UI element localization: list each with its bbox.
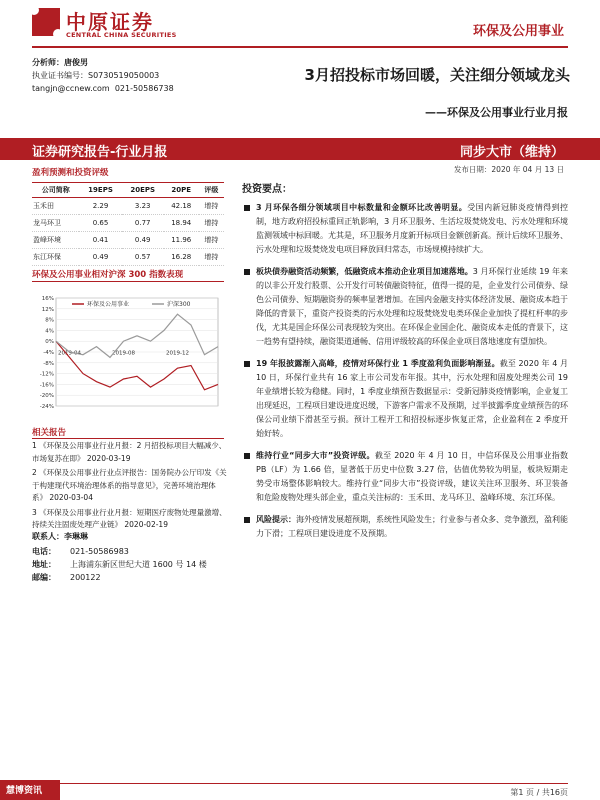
y-tick-label: 12% xyxy=(41,306,54,313)
table-cell: 42.18 xyxy=(164,198,199,215)
point-body: 3 月环保行业延续 19 年来的以非公开发行股票、公开发行可转债融资特征，值得一提的是，企业发行公司债券、绿色公司债券、短期融资券的频率显著增加。在国内金融支持实体经济发展、融资成本趋于降低的背景下，重资产投资类的污水处理和垃圾焚烧发电类环保企业加快了提杠杆率的步伐，尤其是国企环保公司表现较为突出。在环保企业国企化、融资成本走低的背景下，这一趋势有望持续，融资渠道通畅、信用评级较高的环保企业项目落地速度有望加快。 xyxy=(256,267,568,346)
chart-heading: 环保及公用事业相对沪深 300 指数表现 xyxy=(32,270,184,280)
contact-person: 李琳琳 xyxy=(64,532,88,541)
y-tick-label: 8% xyxy=(45,317,54,324)
column-header: 评级 xyxy=(199,183,224,198)
column-header: 19EPS xyxy=(79,183,121,198)
point-lead: 维持行业“同步大市”投资评级。 xyxy=(256,451,375,460)
investment-points xyxy=(242,180,568,549)
point-lead: 风险提示： xyxy=(256,515,296,524)
series-line-0 xyxy=(56,341,218,390)
table-cell: 增持 xyxy=(199,215,224,232)
point-body: 截至 2020 年 4 月 10 日，中信环保及公用事业指数 PB（LF）为 1.66 倍，显著低于历史中位数 3.27 倍，估值优势较为明显，板块短期走势受市场整体影响较大。维持行业“同步大市”投资评级，建议关注环卫服务、环卫装备和危险废物处理头部企业，重点关注标的：玉禾田、龙马环卫、盈峰环境、东江环保。 xyxy=(256,451,568,502)
related-heading-divider xyxy=(32,438,224,439)
legend-label: 沪深300 xyxy=(167,301,191,308)
y-tick-label: -20% xyxy=(39,393,54,400)
analyst-phone: 021-50586738 xyxy=(114,84,174,93)
investment-point xyxy=(242,513,568,541)
table-cell: 0.65 xyxy=(79,215,121,232)
analyst-info xyxy=(32,52,232,95)
contact-address: 上海浦东新区世纪大道 1600 号 14 楼 xyxy=(70,560,207,569)
contact-phone: 021-50586983 xyxy=(70,547,129,556)
report-subtitle: ——环保及公用事业行业月报 xyxy=(425,106,568,119)
company-name-en: CENTRAL CHINA SECURITIES xyxy=(66,31,177,39)
company-name-cn: 中原证券 xyxy=(66,10,154,34)
relative-performance-chart xyxy=(32,284,224,412)
footer-divider xyxy=(60,783,568,784)
contact-address-label: 地址： xyxy=(32,560,56,569)
license-number: S0730519050003 xyxy=(88,71,160,80)
table-cell: 0.41 xyxy=(79,232,121,249)
y-tick-label: -8% xyxy=(43,360,54,367)
footer-brand: 慧博资讯 xyxy=(6,786,43,796)
related-report-item[interactable]: 1 《环保及公用事业行业月报：2 月招投标项目大幅减少、市场复苏在即》 2020-03-19 xyxy=(32,441,227,463)
table-cell: 玉禾田 xyxy=(32,198,79,215)
related-heading: 相关报告 xyxy=(32,428,67,438)
forecast-table xyxy=(32,182,224,266)
bullet-square-icon xyxy=(244,361,250,367)
y-tick-label: -12% xyxy=(39,371,54,378)
industry-tag: 环保及公用事业 xyxy=(472,24,564,39)
table-cell: 龙马环卫 xyxy=(32,215,79,232)
table-cell: 0.49 xyxy=(79,249,121,266)
table-cell: 18.94 xyxy=(164,215,199,232)
legend-label: 环保及公用事业 xyxy=(87,301,130,308)
table-cell: 3.23 xyxy=(122,198,164,215)
x-tick-label: 2019-04 xyxy=(58,350,81,357)
license-label: 执业证书编号： xyxy=(32,71,88,80)
table-row xyxy=(32,232,224,249)
table-cell: 东江环保 xyxy=(32,249,79,266)
performance-chart-svg xyxy=(32,284,224,412)
company-logo-icon xyxy=(32,8,60,36)
table-row xyxy=(32,198,224,215)
analyst-name-label: 分析师： xyxy=(32,58,64,67)
column-header: 20PE xyxy=(164,183,199,198)
table-cell: 16.28 xyxy=(164,249,199,266)
bullet-square-icon xyxy=(244,517,250,523)
table-cell: 增持 xyxy=(199,249,224,266)
x-tick-label: 2019-08 xyxy=(112,350,135,357)
table-row xyxy=(32,215,224,232)
investment-heading: 投资要点： xyxy=(242,184,292,195)
contact-person-label: 联系人： xyxy=(32,532,64,541)
analyst-name: 唐俊男 xyxy=(64,58,88,67)
rating-label: 同步大市（维持） xyxy=(459,145,564,160)
contact-zip: 200122 xyxy=(70,573,101,582)
investment-point xyxy=(242,265,568,349)
point-lead: 板块债券融资活动频繁，低融资成本推动企业项目加速落地。 xyxy=(256,267,473,276)
point-lead: 3 月环保各细分领域项目中标数量和金额环比改善明显。 xyxy=(256,203,468,212)
table-row xyxy=(32,249,224,266)
bullet-square-icon xyxy=(244,453,250,459)
table-cell: 增持 xyxy=(199,232,224,249)
table-cell: 11.96 xyxy=(164,232,199,249)
y-tick-label: 16% xyxy=(41,296,54,302)
point-lead: 19 年报披露渐入高峰，疫情对环保行业 1 季度盈利负面影响渐显。 xyxy=(256,359,500,368)
y-tick-label: 0% xyxy=(45,339,54,346)
header-divider xyxy=(32,46,568,48)
table-cell: 2.29 xyxy=(79,198,121,215)
y-tick-label: -24% xyxy=(39,404,54,410)
contact-zip-label: 邮编： xyxy=(32,573,56,582)
related-report-item[interactable]: 2 《环保及公用事业行业点评报告：国务院办公厅印发《关于构建现代环境治理体系的指导意见》，完善环境治理体系》 2020-03-04 xyxy=(32,468,227,502)
column-header: 20EPS xyxy=(122,183,164,198)
table-cell: 0.77 xyxy=(122,215,164,232)
y-tick-label: 4% xyxy=(45,328,54,335)
page-header xyxy=(0,0,600,50)
analyst-email[interactable]: tangjn@ccnew.com xyxy=(32,84,110,93)
table-header-row xyxy=(32,183,224,198)
contact-phone-label: 电话： xyxy=(32,547,56,556)
investment-point xyxy=(242,357,568,441)
point-body: 截至 2020 年 4 月 10 日，环保行业共有 16 家上市公司发布年报。其中，污水处理和固废处理类公司 19 年业绩增长较为稳健。同时，1 季度业绩预告数据显示：受新冠肺炎疫情影响，企业复工出现延迟，工程项目建设进度迟缓，下游客户需求不及预期，过半披露季度业绩预告的环保公司业绩下滑甚至亏损。预计工程开工和招投标逐步恢复正常，企业盈利在 2 季度开始好转。 xyxy=(256,359,568,438)
investment-point xyxy=(242,201,568,257)
report-type: 证券研究报告-行业月报 xyxy=(32,145,168,160)
related-reports-list xyxy=(32,440,228,534)
y-tick-label: -4% xyxy=(43,350,54,356)
x-tick-label: 2019-12 xyxy=(166,350,189,357)
investment-point xyxy=(242,449,568,505)
bullet-square-icon xyxy=(244,205,250,211)
page-number: 第1 页 / 共16页 xyxy=(510,788,568,797)
y-tick-label: -16% xyxy=(39,382,54,389)
table-cell: 盈峰环境 xyxy=(32,232,79,249)
chart-heading-divider xyxy=(32,281,224,282)
contact-info xyxy=(32,530,232,584)
column-header: 公司简称 xyxy=(32,183,79,198)
report-banner xyxy=(0,138,600,160)
bullet-square-icon xyxy=(244,269,250,275)
forecast-heading: 盈利预测和投资评级 xyxy=(32,168,109,178)
report-title: 3月招投标市场回暖，关注细分领域龙头 xyxy=(304,66,570,84)
related-report-item[interactable]: 3 《环保及公用事业行业月报：短期医疗废物处理量激增、持续关注固废处理产业链》 2020-02-19 xyxy=(32,507,227,529)
table-cell: 0.49 xyxy=(122,232,164,249)
point-body: 海外疫情发展超预期，系统性风险发生；行业参与者众多、竞争激烈，盈利能力下滑；工程项目建设进度不及预期。 xyxy=(256,515,568,538)
table-cell: 0.57 xyxy=(122,249,164,266)
point-body: 受国内新冠肺炎疫情得到控制，地方政府招投标重回正轨影响，3 月环卫服务、生活垃圾焚烧发电、污水处理和环境监测领域中标回暖。尤其是，环卫服务月度新开标项目金额创新高。预计后续环卫服务、污水处理和垃圾焚烧发电项目释放回归常态，市场规模持续扩大。 xyxy=(256,203,568,254)
publish-date: 发布日期：2020 年 04 月 13 日 xyxy=(453,165,564,174)
table-cell: 增持 xyxy=(199,198,224,215)
